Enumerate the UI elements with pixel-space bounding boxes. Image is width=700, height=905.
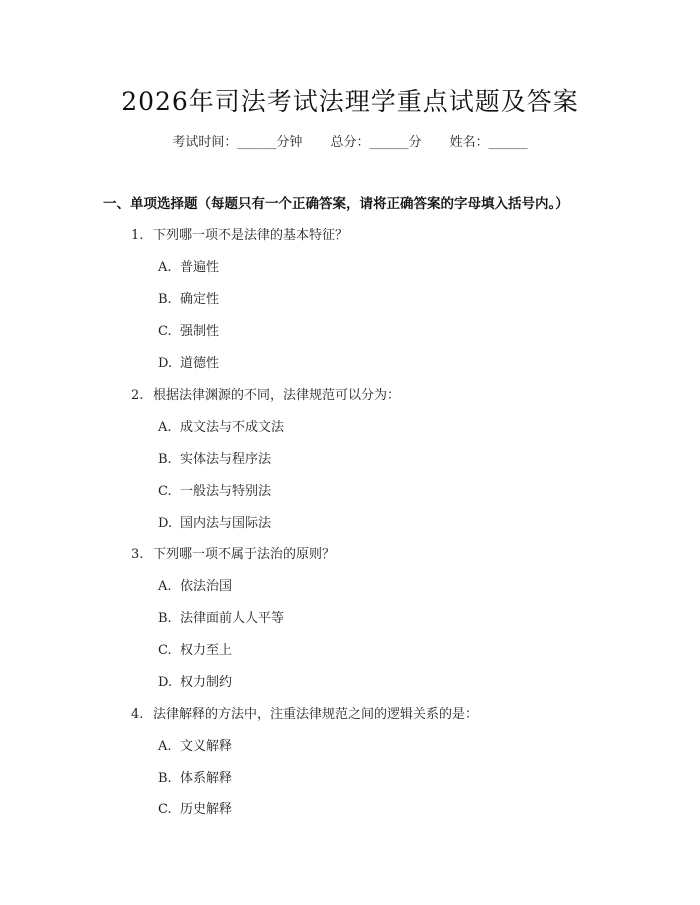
question-text: 根据法律渊源的不同，法律规范可以分为： xyxy=(153,388,401,403)
question-number: 3. xyxy=(131,547,144,562)
option-text: 国内法与国际法 xyxy=(180,516,272,531)
option-letter: B. xyxy=(158,292,172,307)
option-letter: C. xyxy=(158,802,172,817)
option-letter: D. xyxy=(158,516,173,531)
option-letter: A. xyxy=(158,579,172,594)
option-text: 成文法与不成文法 xyxy=(180,420,285,435)
option-item[interactable] xyxy=(158,735,232,754)
option-text: 历史解释 xyxy=(180,802,233,817)
question-text: 法律解释的方法中，注重法律规范之间的逻辑关系的是： xyxy=(153,707,479,722)
question-item xyxy=(131,703,478,722)
option-letter: B. xyxy=(158,771,172,786)
question-item xyxy=(131,543,335,562)
question-number: 2. xyxy=(131,388,144,403)
total-score-field: 总分：______分 xyxy=(330,135,422,150)
question-number: 4. xyxy=(131,707,144,722)
option-text: 依法治国 xyxy=(180,579,233,594)
option-item[interactable] xyxy=(158,320,219,339)
option-text: 确定性 xyxy=(180,292,220,307)
option-text: 权力制约 xyxy=(180,675,233,690)
section-heading: 一、单项选择题（每题只有一个正确答案，请将正确答案的字母填入括号内。） xyxy=(103,196,569,212)
option-text: 权力至上 xyxy=(180,643,233,658)
option-letter: A. xyxy=(158,420,172,435)
option-text: 普遍性 xyxy=(180,260,220,275)
option-item[interactable] xyxy=(158,512,271,531)
question-text: 下列哪一项不属于法治的原则？ xyxy=(153,547,336,562)
option-letter: C. xyxy=(158,324,172,339)
option-text: 法律面前人人平等 xyxy=(180,611,285,626)
option-item[interactable] xyxy=(158,448,271,467)
option-letter: B. xyxy=(158,452,172,467)
option-item[interactable] xyxy=(158,767,232,786)
option-item[interactable] xyxy=(158,639,232,658)
option-text: 体系解释 xyxy=(180,771,233,786)
exam-time-field: 考试时间：______分钟 xyxy=(172,135,303,150)
option-letter: D. xyxy=(158,675,173,690)
question-number: 1. xyxy=(131,228,144,243)
option-text: 文义解释 xyxy=(180,739,233,754)
option-item[interactable] xyxy=(158,798,232,817)
question-text: 下列哪一项不是法律的基本特征？ xyxy=(153,228,349,243)
option-letter: C. xyxy=(158,643,172,658)
option-item[interactable] xyxy=(158,480,271,499)
option-item[interactable] xyxy=(158,288,219,307)
option-item[interactable] xyxy=(158,416,284,435)
option-text: 实体法与程序法 xyxy=(180,452,272,467)
question-item xyxy=(131,384,400,403)
option-item[interactable] xyxy=(158,352,219,371)
option-letter: D. xyxy=(158,356,173,371)
option-item[interactable] xyxy=(158,575,232,594)
option-letter: B. xyxy=(158,611,172,626)
option-text: 一般法与特别法 xyxy=(180,484,272,499)
option-letter: A. xyxy=(158,739,172,754)
exam-meta xyxy=(0,131,700,150)
page-title: 2026年司法考试法理学重点试题及答案 xyxy=(121,87,579,116)
option-item[interactable] xyxy=(158,256,219,275)
option-letter: C. xyxy=(158,484,172,499)
option-letter: A. xyxy=(158,260,172,275)
option-text: 道德性 xyxy=(180,356,220,371)
option-item[interactable] xyxy=(158,671,232,690)
question-item xyxy=(131,224,348,243)
name-field: 姓名：______ xyxy=(449,135,528,150)
option-item[interactable] xyxy=(158,607,284,626)
option-text: 强制性 xyxy=(180,324,220,339)
